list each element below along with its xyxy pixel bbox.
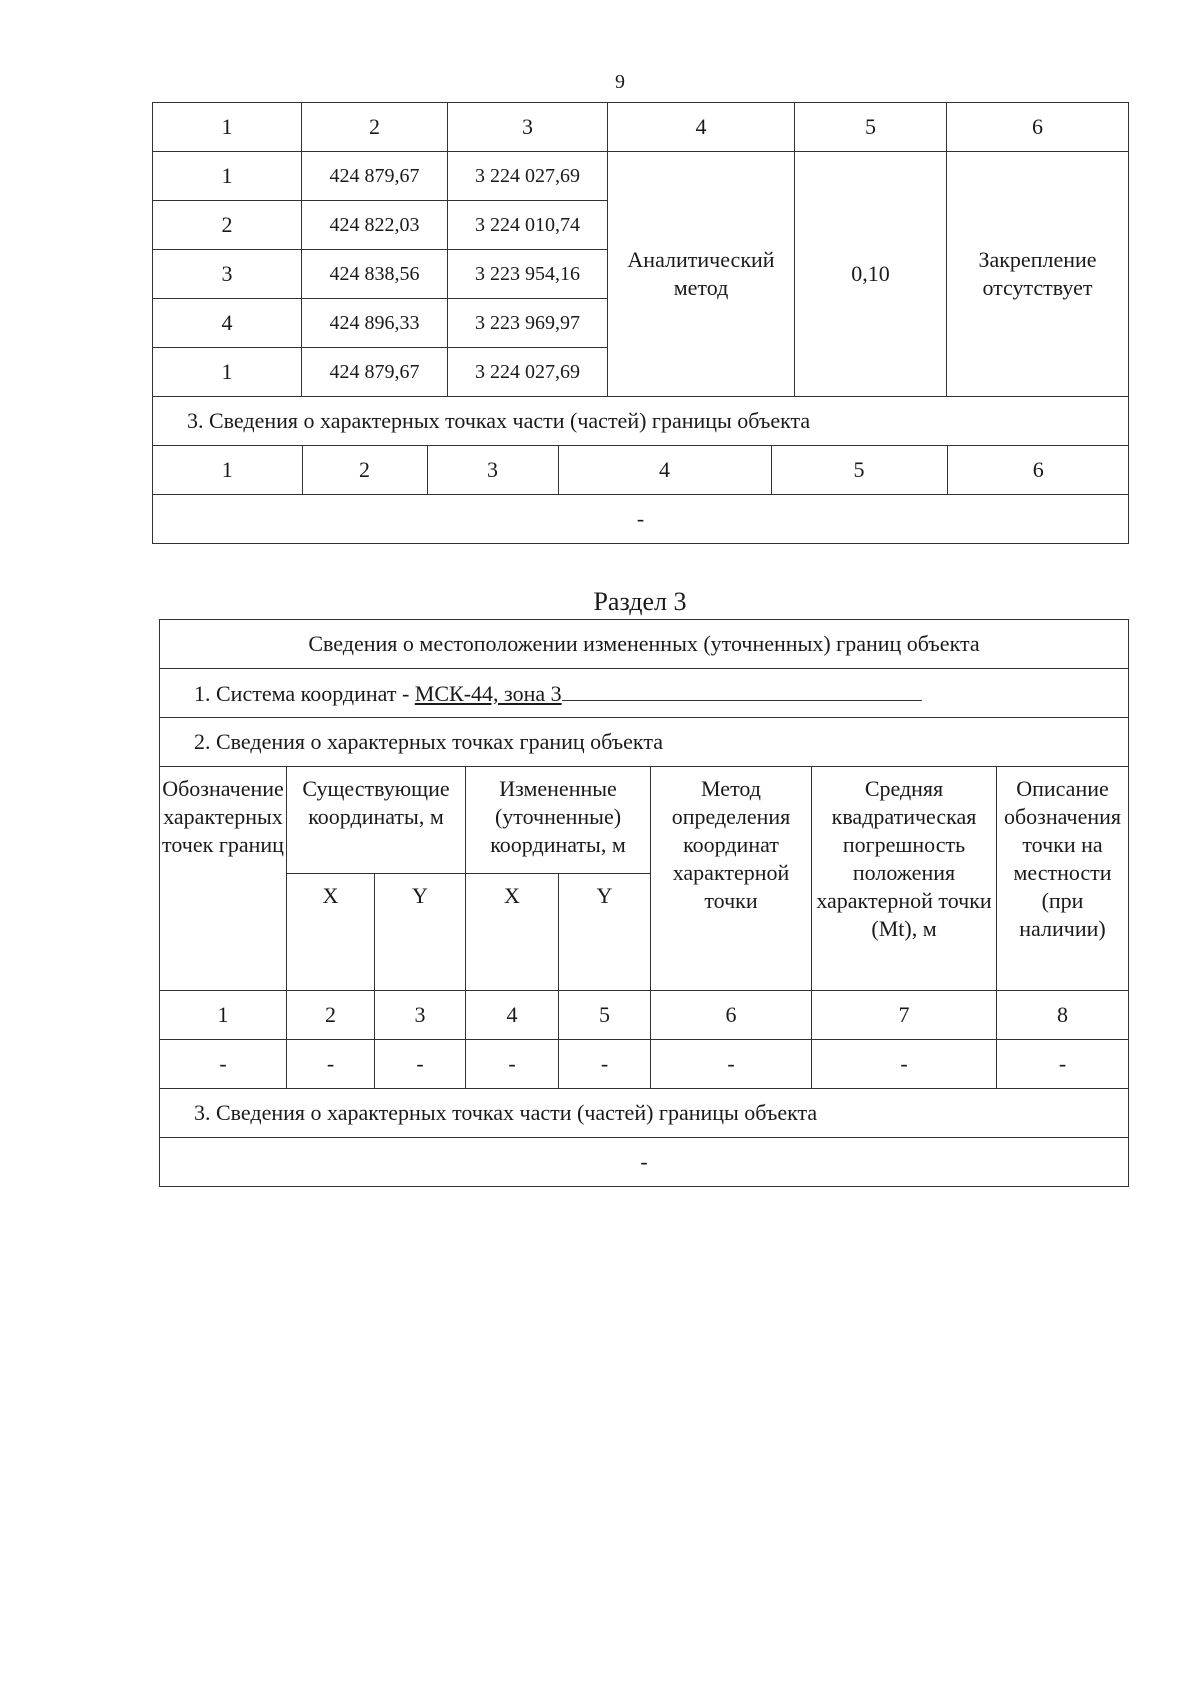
point-id: 2 [153, 201, 302, 250]
col-number: 3 [427, 446, 558, 494]
table-header-row [153, 103, 1129, 152]
col-number: 6 [1032, 457, 1044, 482]
col-existing: Существующие координаты, м [287, 767, 466, 874]
col-number: 5 [559, 991, 651, 1040]
col-number: 3 [375, 991, 466, 1040]
col-method: Метод определения координат характерной точки [651, 767, 812, 991]
point-id: 4 [153, 299, 302, 348]
description-cell: Закрепление отсутствует [947, 152, 1129, 397]
col-description: Описание обозначения точки на местности (при наличии) [997, 767, 1129, 991]
method-cell: Аналитический метод [608, 152, 795, 397]
column-header-row [160, 767, 1129, 874]
col-number: 5 [795, 103, 947, 152]
coord-system-label: 1. Система координат - [194, 681, 415, 706]
coord-y: 3 224 027,69 [448, 348, 608, 397]
col-x-changed: X [466, 874, 559, 991]
col-changed: Измененные (уточненные) координаты, м [466, 767, 651, 874]
parts-title-row [160, 1089, 1129, 1138]
parts-value: - [160, 1138, 1129, 1187]
point-id: 1 [153, 152, 302, 201]
parts-header-table [153, 446, 1129, 494]
table-title-row [160, 620, 1129, 669]
coord-system [160, 669, 1129, 718]
parts-header-container [153, 446, 1129, 495]
point-id: 3 [153, 250, 302, 299]
characteristic-points-table [152, 102, 1129, 544]
changed-boundaries-table [159, 619, 1129, 1187]
section-title: Раздел 3 [593, 587, 687, 616]
parts-title: 3. Сведения о характерных точках части (частей) границы объекта [160, 1089, 1129, 1138]
col-number: 4 [466, 991, 559, 1040]
parts-header-row [153, 446, 1129, 495]
col-y-existing: Y [375, 874, 466, 991]
empty-cell: - [287, 1040, 375, 1089]
points-title: 2. Сведения о характерных точках границ объекта [160, 718, 1129, 767]
parts-title-row [153, 397, 1129, 446]
table-row [153, 152, 1129, 201]
col-number: 7 [812, 991, 997, 1040]
empty-cell: - [651, 1040, 812, 1089]
table-row [160, 1040, 1129, 1089]
col-number: 6 [651, 991, 812, 1040]
parts-value-row [160, 1138, 1129, 1187]
coord-y: 3 223 969,97 [448, 299, 608, 348]
table-title: Сведения о местоположении измененных (уточненных) границ объекта [160, 620, 1129, 669]
empty-cell: - [559, 1040, 651, 1089]
empty-cell: - [466, 1040, 559, 1089]
col-number: 8 [997, 991, 1129, 1040]
col-designation: Обозначение характерных точек границ [160, 767, 287, 991]
column-numbers-row [160, 991, 1129, 1040]
col-number: 6 [947, 103, 1129, 152]
col-x-existing: X [287, 874, 375, 991]
empty-cell: - [375, 1040, 466, 1089]
accuracy-cell: 0,10 [795, 152, 947, 397]
col-number: 5 [771, 446, 947, 494]
col-number: 1 [153, 446, 302, 494]
coord-x: 424 879,67 [302, 348, 448, 397]
coord-y: 3 224 027,69 [448, 152, 608, 201]
empty-cell: - [160, 1040, 287, 1089]
col-accuracy: Средняя квадратическая погрешность положения характерной точки (Mt), м [812, 767, 997, 991]
col-y-changed: Y [559, 874, 651, 991]
coord-x: 424 879,67 [302, 152, 448, 201]
parts-value: - [153, 495, 1129, 544]
coord-system-value: МСК-44, зона 3 [414, 681, 562, 706]
coord-x: 424 822,03 [302, 201, 448, 250]
col-number: 3 [448, 103, 608, 152]
col-number: 4 [608, 103, 795, 152]
coord-y: 3 224 010,74 [448, 201, 608, 250]
parts-value-row [153, 495, 1129, 544]
col-number: 4 [558, 446, 771, 494]
col-number: 2 [287, 991, 375, 1040]
empty-cell: - [997, 1040, 1129, 1089]
coord-system-row [160, 669, 1129, 718]
coord-y: 3 223 954,16 [448, 250, 608, 299]
page-number: 9 [615, 71, 625, 93]
col-number: 2 [302, 446, 427, 494]
fill-line [562, 678, 922, 701]
points-title-row [160, 718, 1129, 767]
col-number: 2 [302, 103, 448, 152]
parts-title: 3. Сведения о характерных точках части (частей) границы объекта [153, 397, 1129, 446]
coord-x: 424 838,56 [302, 250, 448, 299]
point-id: 1 [153, 348, 302, 397]
col-number: 1 [160, 991, 287, 1040]
empty-cell: - [812, 1040, 997, 1089]
col-number: 1 [153, 103, 302, 152]
coord-x: 424 896,33 [302, 299, 448, 348]
